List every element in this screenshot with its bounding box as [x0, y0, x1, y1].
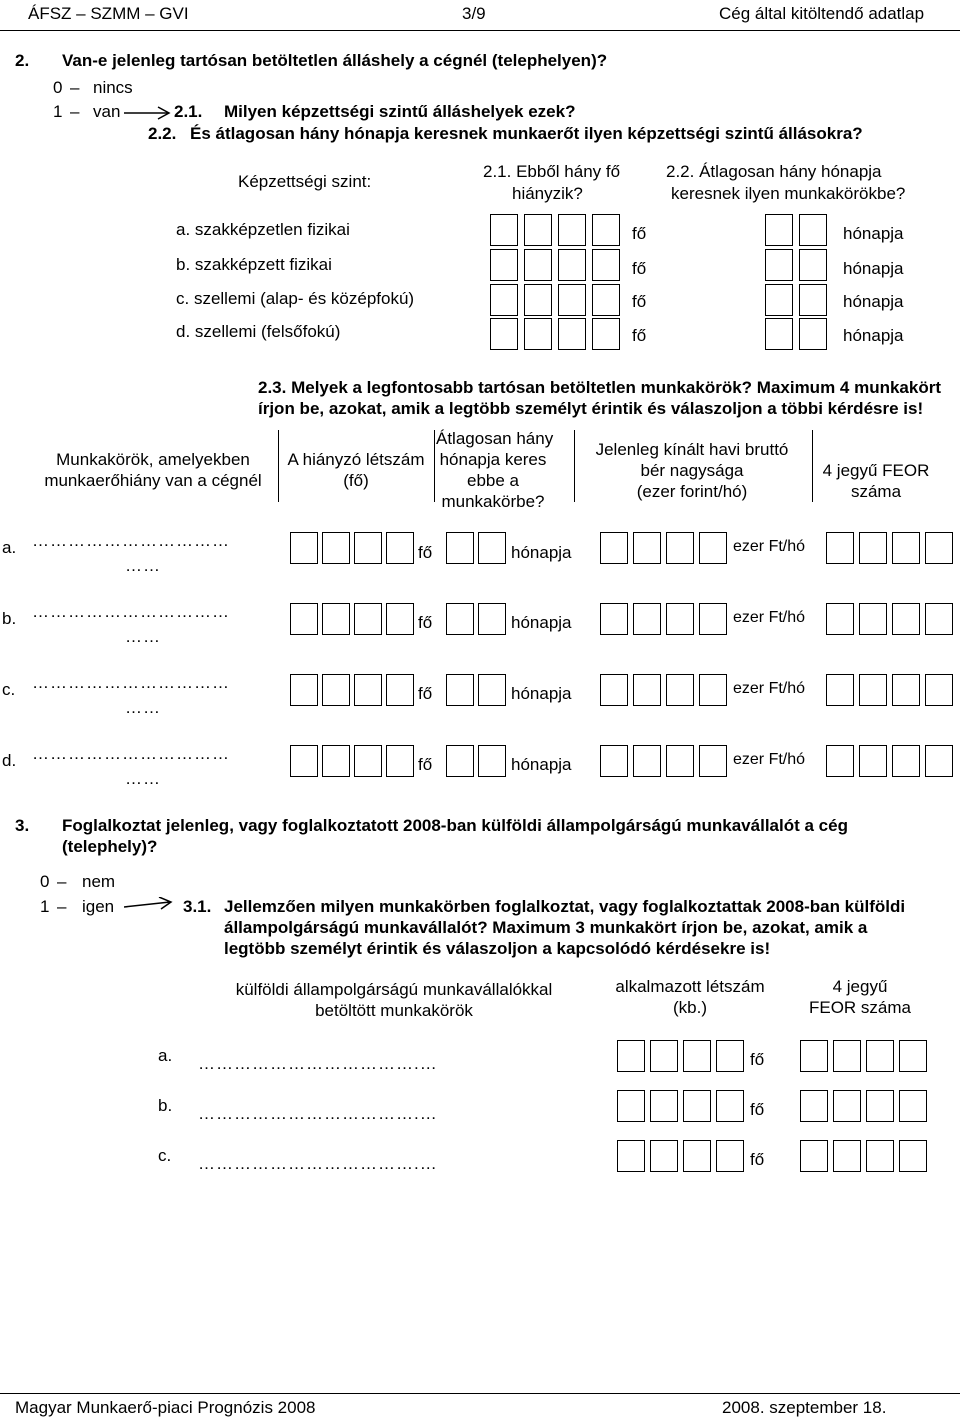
q2-3-col-divider	[574, 430, 575, 502]
q2-3-d-feor-digit-2[interactable]	[859, 745, 887, 777]
q2-a-months-digit-1[interactable]	[765, 214, 793, 246]
q3-1-col2-line2: (kb.)	[673, 998, 707, 1017]
q2-row-unit-fo: fő	[632, 224, 647, 243]
q2-3-line1: 2.3. Melyek a legfontosabb tartósan betöltetlen munkakörök? Maximum 4 munkakört	[258, 378, 941, 397]
q2-3-c-feor-digit-1[interactable]	[826, 674, 854, 706]
q2-row-unit-honapja: hónapja	[843, 259, 904, 278]
q2-col22-line2: keresnek ilyen munkakörökbe?	[671, 184, 906, 203]
q2-3-b-months-digit-1[interactable]	[446, 603, 474, 635]
q3-1-col3-line1: 4 jegyű	[832, 977, 888, 996]
q3-1-b-feor-digit-3[interactable]	[866, 1090, 894, 1122]
q2-3-a-wage-digit-1[interactable]	[600, 532, 628, 564]
q2-b-months-digit-2[interactable]	[799, 249, 827, 281]
q2-row-unit-honapja: hónapja	[843, 326, 904, 345]
q2-b-count-digit-2[interactable]	[524, 249, 552, 281]
q3-1-col1-line1: külföldi állampolgárságú munkavállalókkal	[235, 980, 553, 999]
q3-1-row-letter: c.	[158, 1146, 172, 1165]
q2-3-c-count-digit-2[interactable]	[322, 674, 350, 706]
q2-3-b-wage-digit-4[interactable]	[699, 603, 727, 635]
q2-col-level: Képzettségi szint:	[238, 172, 372, 191]
q2-c-months-digit-2[interactable]	[799, 284, 827, 316]
q3-1-c-feor-digit-4[interactable]	[899, 1140, 927, 1172]
q2-3-b-feor-digit-3[interactable]	[892, 603, 920, 635]
q3-1-c-feor-digit-3[interactable]	[866, 1140, 894, 1172]
q2-3-d-wage-digit-2[interactable]	[633, 745, 661, 777]
q2-3-b-count-digit-2[interactable]	[322, 603, 350, 635]
q2-3-job-field[interactable]: ……………………………	[32, 531, 230, 550]
q2-3-a-count-digit-4[interactable]	[386, 532, 414, 564]
q2-3-d-count-digit-1[interactable]	[290, 745, 318, 777]
q2-3-b-feor-digit-1[interactable]	[826, 603, 854, 635]
q2-1-number: 2.1.	[174, 102, 203, 121]
q2-option-0-number: 0	[53, 78, 63, 97]
q2-d-count-digit-1[interactable]	[490, 318, 518, 350]
q2-3-a-wage-digit-3[interactable]	[666, 532, 694, 564]
q3-line2: (telephely)?	[62, 837, 158, 856]
q3-1-a-feor-digit-3[interactable]	[866, 1040, 894, 1072]
q2-row-unit-honapja: hónapja	[843, 292, 904, 311]
q2-a-count-digit-4[interactable]	[592, 214, 620, 246]
q2-option-0-label: nincs	[93, 78, 133, 97]
q2-row-label: d. szellemi (felsőfokú)	[176, 322, 341, 341]
q2-3-unit-honapja: hónapja	[511, 613, 572, 632]
q2-col22-line1: 2.2. Átlagosan hány hónapja	[666, 162, 882, 181]
q2-3-job-field-cont[interactable]: ……	[125, 627, 161, 646]
q2-3-d-wage-digit-3[interactable]	[666, 745, 694, 777]
q3-1-line3: legtöbb személyt érintik és válaszoljon a kapcsolódó kérdésekre is!	[224, 939, 771, 958]
q2-col21-line1: 2.1. Ebből hány fő	[483, 162, 621, 181]
q2-3-c-count-digit-1[interactable]	[290, 674, 318, 706]
q2-3-col4-line1: Jelenleg kínált havi bruttó	[595, 440, 789, 459]
q2-option-0-dash: –	[70, 78, 80, 97]
q3-1-b-feor-digit-1[interactable]	[800, 1090, 828, 1122]
q2-3-a-months-digit-2[interactable]	[478, 532, 506, 564]
q2-option-1-label: van	[93, 102, 121, 121]
q3-1-a-feor-digit-4[interactable]	[899, 1040, 927, 1072]
q2-3-col3-line3: ebbe a	[467, 471, 519, 490]
q2-a-count-digit-2[interactable]	[524, 214, 552, 246]
q2-3-a-count-digit-2[interactable]	[322, 532, 350, 564]
q2-3-unit-ezer: ezer Ft/hó	[733, 751, 806, 768]
q2-3-a-count-digit-1[interactable]	[290, 532, 318, 564]
q2-3-d-count-digit-2[interactable]	[322, 745, 350, 777]
q2-3-d-months-digit-2[interactable]	[478, 745, 506, 777]
q3-1-c-count-digit-1[interactable]	[617, 1140, 645, 1172]
q2-3-unit-fo: fő	[418, 543, 433, 562]
q2-3-d-months-digit-1[interactable]	[446, 745, 474, 777]
q3-1-c-count-digit-4[interactable]	[716, 1140, 744, 1172]
q2-3-c-feor-digit-2[interactable]	[859, 674, 887, 706]
q3-1-a-feor-digit-1[interactable]	[800, 1040, 828, 1072]
q2-3-a-feor-digit-4[interactable]	[925, 532, 953, 564]
q2-3-c-count-digit-3[interactable]	[354, 674, 382, 706]
q2-row-unit-fo: fő	[632, 292, 647, 311]
q2-3-col2-line1: A hiányzó létszám	[287, 450, 425, 469]
q3-1-col1-line2: betöltött munkakörök	[315, 1001, 473, 1020]
q2-2-number: 2.2.	[148, 124, 177, 143]
q2-3-d-wage-digit-4[interactable]	[699, 745, 727, 777]
q2-a-count-digit-3[interactable]	[558, 214, 586, 246]
q3-1-c-feor-digit-2[interactable]	[833, 1140, 861, 1172]
q3-1-job-field[interactable]: ……………………………….…	[198, 1054, 438, 1073]
q2-3-a-feor-digit-2[interactable]	[859, 532, 887, 564]
q2-3-a-wage-digit-4[interactable]	[699, 532, 727, 564]
q2-3-c-feor-digit-4[interactable]	[925, 674, 953, 706]
q3-option-1-number: 1	[40, 897, 50, 916]
q3-line1: Foglalkoztat jelenleg, vagy foglalkoztatott 2008-ban külföldi állampolgárságú munkavállalót a cég	[62, 816, 848, 835]
q2-3-b-count-digit-3[interactable]	[354, 603, 382, 635]
q2-3-col5-line1: 4 jegyű FEOR	[822, 461, 930, 480]
q3-1-a-count-digit-2[interactable]	[650, 1040, 678, 1072]
q2-b-count-digit-4[interactable]	[592, 249, 620, 281]
q2-3-line2: írjon be, azokat, amik a legtöbb személyt érintik és válaszoljon a többi kérdésre is!	[258, 399, 924, 418]
q2-3-col3-line2: hónapja keres	[439, 450, 547, 469]
q2-row-label: b. szakképzett fizikai	[176, 255, 332, 274]
q2-3-col-divider	[812, 430, 813, 502]
q2-b-count-digit-1[interactable]	[490, 249, 518, 281]
q2-3-a-feor-digit-3[interactable]	[892, 532, 920, 564]
q3-1-b-count-digit-3[interactable]	[683, 1090, 711, 1122]
q3-option-0-dash: –	[57, 872, 67, 891]
q2-d-months-digit-1[interactable]	[765, 318, 793, 350]
header-rule	[0, 30, 960, 31]
q3-option-0-label: nem	[82, 872, 116, 891]
q3-option-1-label: igen	[82, 897, 115, 916]
q2-row-unit-fo: fő	[632, 326, 647, 345]
q3-1-line2: állampolgárságú munkavállalót? Maximum 3 munkakört írjon be, azokat, amik a	[224, 918, 868, 937]
q2-3-unit-honapja: hónapja	[511, 543, 572, 562]
footer-left: Magyar Munkaerő-piaci Prognózis 2008	[15, 1398, 316, 1417]
q2-3-col1-line2: munkaerőhiány van a cégnél	[44, 471, 262, 490]
q3-number: 3.	[15, 816, 30, 835]
q2-3-unit-honapja: hónapja	[511, 684, 572, 703]
q2-3-unit-fo: fő	[418, 755, 433, 774]
q2-3-c-wage-digit-4[interactable]	[699, 674, 727, 706]
q2-3-a-count-digit-3[interactable]	[354, 532, 382, 564]
header-left: ÁFSZ – SZMM – GVI	[28, 4, 189, 23]
q2-3-d-feor-digit-3[interactable]	[892, 745, 920, 777]
q2-3-c-wage-digit-2[interactable]	[633, 674, 661, 706]
q2-3-c-count-digit-4[interactable]	[386, 674, 414, 706]
q2-row-label: a. szakképzetlen fizikai	[176, 220, 350, 239]
q2-3-row-letter: d.	[2, 751, 17, 770]
q2-3-job-field-cont[interactable]: ……	[125, 769, 161, 788]
q2-3-d-feor-digit-4[interactable]	[925, 745, 953, 777]
q3-1-b-count-digit-2[interactable]	[650, 1090, 678, 1122]
q3-1-row-letter: b.	[158, 1096, 173, 1115]
header-page-number: 3/9	[462, 4, 486, 23]
q3-1-c-count-digit-2[interactable]	[650, 1140, 678, 1172]
q2-3-b-feor-digit-4[interactable]	[925, 603, 953, 635]
q2-b-months-digit-1[interactable]	[765, 249, 793, 281]
q2-row-unit-honapja: hónapja	[843, 224, 904, 243]
q2-3-b-months-digit-2[interactable]	[478, 603, 506, 635]
q2-3-col3-line4: munkakörbe?	[441, 492, 545, 511]
q2-3-c-wage-digit-1[interactable]	[600, 674, 628, 706]
q3-1-unit-fo: fő	[750, 1050, 765, 1069]
q2-3-job-field[interactable]: ……………………………	[32, 673, 230, 692]
q3-1-c-feor-digit-1[interactable]	[800, 1140, 828, 1172]
q2-d-months-digit-2[interactable]	[799, 318, 827, 350]
q2-3-c-feor-digit-3[interactable]	[892, 674, 920, 706]
q3-1-c-count-digit-3[interactable]	[683, 1140, 711, 1172]
q2-d-count-digit-3[interactable]	[558, 318, 586, 350]
q3-1-a-count-digit-4[interactable]	[716, 1040, 744, 1072]
q2-d-count-digit-4[interactable]	[592, 318, 620, 350]
q2-3-unit-ezer: ezer Ft/hó	[733, 609, 806, 626]
q2-col21-line2: hiányzik?	[512, 184, 583, 203]
q2-3-d-feor-digit-1[interactable]	[826, 745, 854, 777]
q3-1-col3-line2: FEOR száma	[808, 998, 912, 1017]
q2-3-row-letter: c.	[2, 680, 16, 699]
q2-3-job-field-cont[interactable]: ……	[125, 556, 161, 575]
q3-1-job-field[interactable]: ……………………………….…	[198, 1154, 438, 1173]
q2-c-count-digit-1[interactable]	[490, 284, 518, 316]
q2-3-col4-line3: (ezer forint/hó)	[636, 482, 748, 501]
q3-1-b-count-digit-1[interactable]	[617, 1090, 645, 1122]
q2-d-count-digit-2[interactable]	[524, 318, 552, 350]
q3-1-unit-fo: fő	[750, 1100, 765, 1119]
q2-3-c-months-digit-1[interactable]	[446, 674, 474, 706]
q2-c-count-digit-3[interactable]	[558, 284, 586, 316]
q2-3-a-wage-digit-2[interactable]	[633, 532, 661, 564]
q2-c-count-digit-2[interactable]	[524, 284, 552, 316]
q2-3-job-field[interactable]: ……………………………	[32, 744, 230, 763]
q2-3-job-field-cont[interactable]: ……	[125, 698, 161, 717]
q2-3-row-letter: b.	[2, 609, 17, 628]
q2-3-col2-line2: (fő)	[343, 471, 369, 490]
q2-option-1-dash: –	[70, 102, 80, 121]
q2-3-unit-honapja: hónapja	[511, 755, 572, 774]
q2-3-d-count-digit-3[interactable]	[354, 745, 382, 777]
q2-option-1-number: 1	[53, 102, 63, 121]
q3-option-1-dash: –	[57, 897, 67, 916]
q3-1-b-feor-digit-2[interactable]	[833, 1090, 861, 1122]
q3-1-number: 3.1.	[183, 897, 212, 916]
q3-1-a-count-digit-1[interactable]	[617, 1040, 645, 1072]
q2-a-months-digit-2[interactable]	[799, 214, 827, 246]
q2-3-b-wage-digit-2[interactable]	[633, 603, 661, 635]
q3-1-b-count-digit-4[interactable]	[716, 1090, 744, 1122]
q2-3-b-feor-digit-2[interactable]	[859, 603, 887, 635]
q2-3-c-months-digit-2[interactable]	[478, 674, 506, 706]
q2-3-col3-line1: Átlagosan hány	[436, 429, 554, 448]
q2-3-b-count-digit-1[interactable]	[290, 603, 318, 635]
q3-1-b-feor-digit-4[interactable]	[899, 1090, 927, 1122]
q2-3-unit-fo: fő	[418, 613, 433, 632]
q3-arrow-icon	[124, 897, 174, 911]
q2-3-row-letter: a.	[2, 538, 17, 557]
q2-3-c-wage-digit-3[interactable]	[666, 674, 694, 706]
q3-1-a-feor-digit-2[interactable]	[833, 1040, 861, 1072]
q3-1-a-count-digit-3[interactable]	[683, 1040, 711, 1072]
q2-3-d-count-digit-4[interactable]	[386, 745, 414, 777]
footer-rule	[0, 1393, 960, 1394]
q3-1-line1: Jellemzően milyen munkakörben foglalkoztat, vagy foglalkoztattak 2008-ban külföldi	[224, 897, 906, 916]
q2-3-col1-line1: Munkakörök, amelyekben	[56, 450, 250, 469]
q2-3-unit-fo: fő	[418, 684, 433, 703]
q3-1-row-letter: a.	[158, 1046, 173, 1065]
header-right: Cég által kitöltendő adatlap	[719, 4, 925, 23]
q2-row-label: c. szellemi (alap- és középfokú)	[176, 289, 415, 308]
q2-arrow-icon	[124, 106, 172, 120]
q2-a-count-digit-1[interactable]	[490, 214, 518, 246]
q2-3-col-divider	[278, 430, 279, 502]
q3-1-col2-line1: alkalmazott létszám	[615, 977, 765, 996]
footer-right: 2008. szeptember 18.	[722, 1398, 887, 1417]
q2-3-b-wage-digit-3[interactable]	[666, 603, 694, 635]
q2-2-text: És átlagosan hány hónapja keresnek munkaerőt ilyen képzettségi szintű állásokra?	[190, 124, 863, 143]
q2-3-col5-line2: száma	[850, 482, 902, 501]
q3-1-unit-fo: fő	[750, 1150, 765, 1169]
q3-option-0-number: 0	[40, 872, 50, 891]
q2-3-a-months-digit-1[interactable]	[446, 532, 474, 564]
q2-3-unit-ezer: ezer Ft/hó	[733, 680, 806, 697]
q2-c-months-digit-1[interactable]	[765, 284, 793, 316]
q2-b-count-digit-3[interactable]	[558, 249, 586, 281]
q2-number: 2.	[15, 51, 30, 70]
q2-3-b-count-digit-4[interactable]	[386, 603, 414, 635]
q3-1-job-field[interactable]: ……………………………….…	[198, 1104, 438, 1123]
q2-3-unit-ezer: ezer Ft/hó	[733, 538, 806, 555]
q2-3-d-wage-digit-1[interactable]	[600, 745, 628, 777]
q2-3-a-feor-digit-1[interactable]	[826, 532, 854, 564]
q2-text: Van-e jelenleg tartósan betöltetlen álláshely a cégnél (telephelyen)?	[62, 51, 608, 70]
q2-c-count-digit-4[interactable]	[592, 284, 620, 316]
q2-row-unit-fo: fő	[632, 259, 647, 278]
q2-3-col4-line2: bér nagysága	[640, 461, 744, 480]
q2-3-job-field[interactable]: ……………………………	[32, 602, 230, 621]
q2-3-b-wage-digit-1[interactable]	[600, 603, 628, 635]
q2-1-text: Milyen képzettségi szintű álláshelyek ezek?	[224, 102, 576, 121]
q2-3-col-divider	[434, 430, 435, 502]
